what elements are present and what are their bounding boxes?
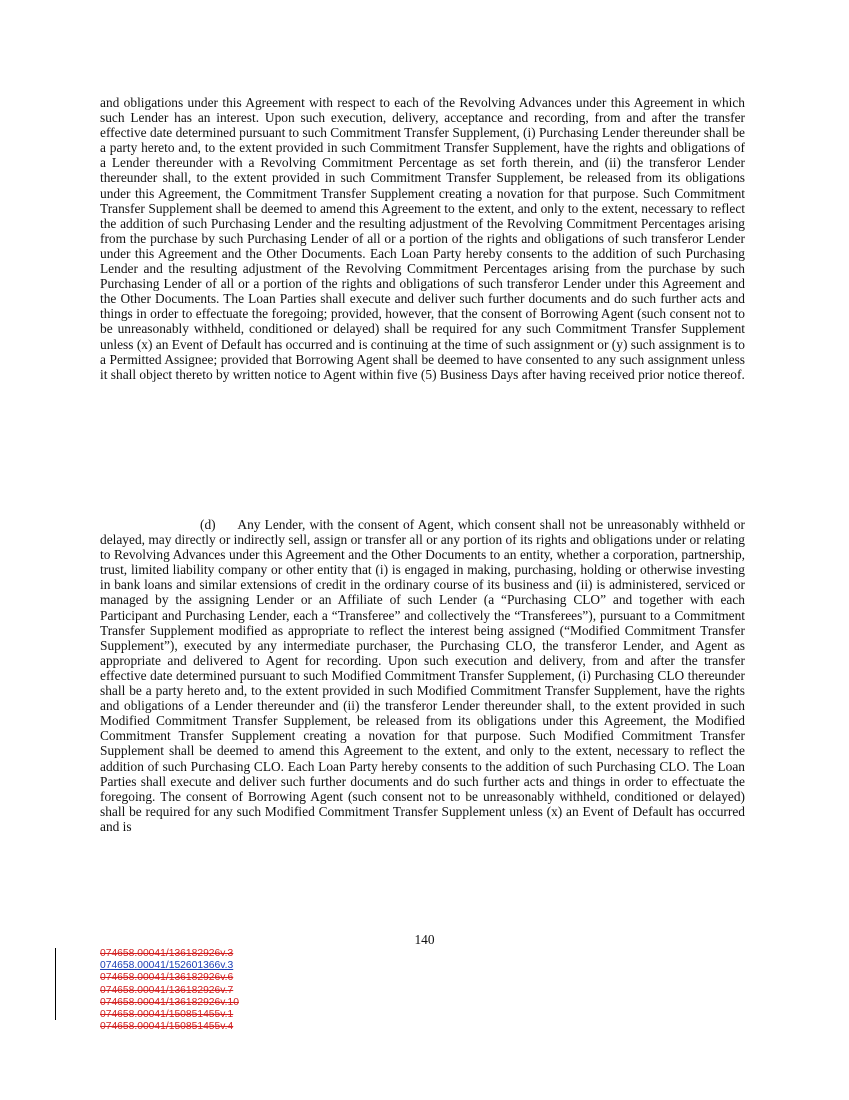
- doc-id-current: 074658.00041/152601366v.3: [100, 960, 234, 972]
- doc-id-deleted: 074658.00041/136182926v.10: [100, 996, 239, 1008]
- doc-id-deleted: 074658.00041/136182926v.7: [100, 984, 234, 996]
- doc-id-deleted: 074658.00041/136182926v.6: [100, 972, 234, 984]
- paragraph-d: [100, 517, 745, 834]
- change-bar: [55, 948, 56, 1020]
- page-number: 140: [414, 932, 435, 947]
- paragraph-c-continuation: and obligations under this Agreement with respect to each of the Revolving Advances under this Agreement in which such Lender has an interest. Upon such execution, delivery, acceptance and recording, from and after the transfer effective date determined pursuant to such Commitment Transfer Supplement, (i) Purchasing Lender thereunder shall be a party hereto and, to the extent provided in such Commitment Transfer Supplement, have the rights and obligations of a Lender thereunder with a Revolving Commitment Percentage as set forth therein, and (ii) the transferor Lender thereunder shall, to the extent provided in such Commitment Transfer Supplement, be released from its obligations under this Agreement, the Commitment Transfer Supplement creating a novation for that purpose. Such Commitment Transfer Supplement shall be deemed to amend this Agreement to the extent, and only to the extent, necessary to reflect the addition of such Purchasing Lender and the resulting adjustment of the Revolving Commitment Percentages arising from the purchase by such Purchasing Lender of all or a portion of the rights and obligations of such transferor Lender under this Agreement and the Other Documents. Each Loan Party hereby consents to the addition of such Purchasing Lender and the resulting adjustment of the Revolving Commitment Percentages arising from the purchase by such Purchasing Lender of all or a portion of the rights and obligations of such transferor Lender under this Agreement and the Other Documents. The Loan Parties shall execute and deliver such further documents and do such further acts and things in order to effectuate the foregoing; provided, however, that the consent of Borrowing Agent (such consent not to be unreasonably withheld, conditioned or delayed) shall be required for any such Commitment Transfer Supplement unless (x) an Event of Default has occurred and is continuing at the time of such assignment or (y) such assignment is to a Permitted Assignee; provided that Borrowing Agent shall be deemed to have consented to any such assignment unless it shall object thereto by written notice to Agent within five (5) Business Days after having received prior notice thereof.: [100, 95, 745, 382]
- doc-id-deleted: 074658.00041/136182926v.3: [100, 948, 234, 959]
- doc-id-deleted: 074658.00041/150851455v.4: [100, 1021, 234, 1033]
- paragraph-d-label: (d): [200, 517, 216, 532]
- paragraph-d-text: Any Lender, with the consent of Agent, which consent shall not be unreasonably withheld or delayed, may directly or indirectly sell, assign or transfer all or any portion of its rights and obligations under or relating to Revolving Advances under this Agreement and the Other Documents to an entity, whether a corporation, partnership, trust, limited liability company or other entity that (i) is engaged in making, purchasing, holding or otherwise investing in bank loans and similar extensions of credit in the ordinary course of its business and (ii) is administered, serviced or managed by the assigning Lender or an Affiliate of such Lender (a “Purchasing CLO” and together with each Participant and Purchasing Lender, each a “Transferee” and collectively the “Transferees”), pursuant to a Commitment Transfer Supplement modified as appropriate to reflect the interest being assigned (“Modified Commitment Transfer Supplement”), executed by any intermediate purchaser, the Purchasing CLO, the transferor Lender, and Agent as appropriate and delivered to Agent for recording. Upon such execution and delivery, from and after the transfer effective date determined pursuant to such Modified Commitment Transfer Supplement, (i) Purchasing CLO thereunder shall be a party hereto and, to the extent provided in such Modified Commitment Transfer Supplement, have the rights and obligations of a Lender thereunder and (ii) the transferor Lender thereunder shall, to the extent provided in such Modified Commitment Transfer Supplement, be released from its obligations under this Agreement, the Modified Commitment Transfer Supplement creating a novation for that purpose. Such Modified Commitment Transfer Supplement shall be deemed to amend this Agreement to the extent, and only to the extent, necessary to reflect the addition of such Purchasing CLO. Each Loan Party hereby consents to the addition of such Purchasing CLO. The Loan Parties shall execute and deliver such further documents and do such further acts and things in order to effectuate the foregoing. The consent of Borrowing Agent (such consent not to be unreasonably withheld, conditioned or delayed) shall be required for any such Modified Commitment Transfer Supplement unless (x) an Event of Default has occurred and is: [100, 517, 745, 834]
- doc-id-deleted: 074658.00041/150851455v.1: [100, 1009, 234, 1021]
- document-id-list: [100, 948, 239, 1033]
